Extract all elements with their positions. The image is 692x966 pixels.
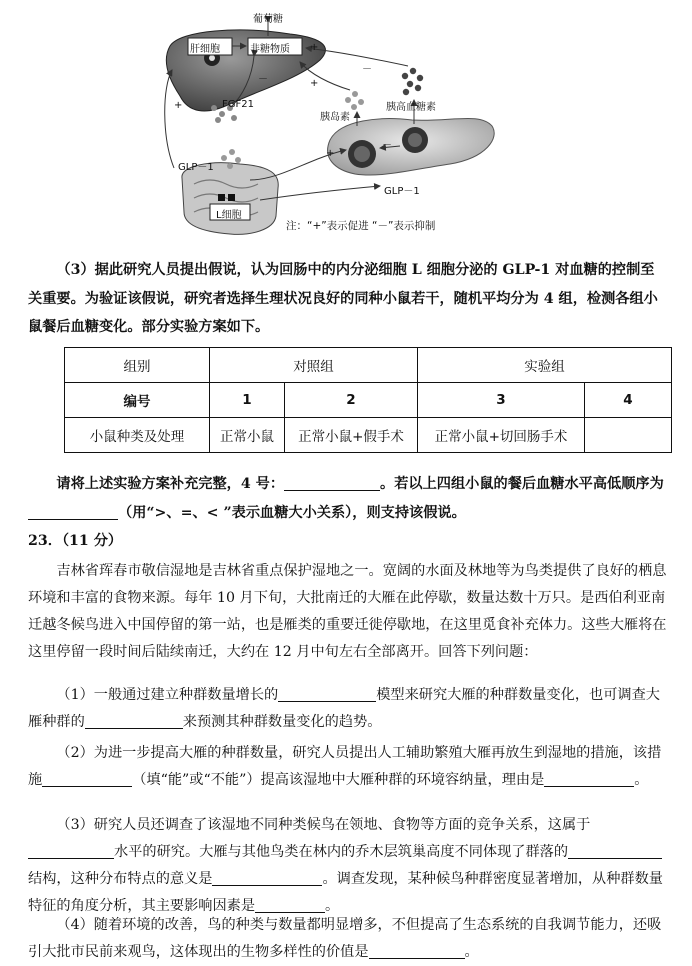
q23-p1-text: 模型来研究大雁的种群数量变化，也可调查大雁种群的 (28, 687, 660, 730)
label-glucagon: 胰高血糖素 (386, 102, 436, 113)
label-liver-cell: 肝细胞 (190, 44, 220, 55)
q23-p3-text: 结构，这种分布特点的意义是 (28, 871, 213, 887)
q23-p2-text: （2）为进一步提高大雁的种群数量，研究人员提出人工辅助繁殖大雁再放生到湿地的措施，该措施 (28, 745, 662, 788)
table-cell: 4 (585, 383, 672, 418)
q23-heading: 23．（11 分） (28, 533, 123, 549)
q23-p3-text: 。 (325, 898, 340, 914)
q23-p1-text: 来预测其种群数量变化的趋势。 (182, 714, 382, 730)
table-row (65, 348, 672, 383)
q23-part4 (28, 912, 668, 966)
diagram-note: 注：“+”表示促进 “－”表示抑制 (286, 220, 436, 232)
table-cell: 小鼠种类及处理 (65, 418, 210, 453)
q23-intro: 吉林省珲春市敬信湿地是吉林省重点保护湿地之一。宽阔的水面及林地等为鸟类提供了良好的栖息环境和丰富的食物来源。每年 10 月下旬，大批南迁的大雁在此停歇，数量达数十万只。是西伯利亚南迁越冬候鸟进入中国停留的第一站，也是雁类的重要迁徙停歇地，在这里觅食补充体力。这些大雁将在这里停留一段时间后陆续南迁，大约在 12 月中旬左右全部离开。回答下列问题： (28, 563, 667, 660)
answer-blank-reason[interactable] (544, 772, 634, 787)
table-cell: 实验组 (418, 348, 672, 383)
answer-blank-structure[interactable] (568, 844, 662, 859)
q23-p4-text: 。 (464, 944, 479, 960)
answer-blank-model[interactable] (278, 687, 376, 702)
q3-paragraph: （3）据此研究人员提出假说，认为回肠中的内分泌细胞 L 细胞分泌的 GLP-1 对血糖的控制至关重要。为验证该假说，研究者选择生理状况良好的同种小鼠若干，随机平均分为 4 组，检测各组小鼠餐后血糖变化。部分实验方案如下。 (28, 262, 658, 335)
answer-blank-factor[interactable] (255, 898, 325, 913)
minus-sign: － (258, 74, 268, 85)
label-glp1-right: GLP－1 (384, 186, 420, 197)
table-cell: 组别 (65, 348, 210, 383)
minus-sign: － (362, 64, 372, 75)
table-cell: 对照组 (210, 348, 418, 383)
table-cell: 3 (418, 383, 585, 418)
answer-blank-can[interactable] (42, 772, 132, 787)
q3-fill-paragraph (28, 470, 668, 528)
plus-sign: + (326, 148, 335, 159)
label-insulin: 胰岛素 (320, 112, 350, 123)
table-cell: 2 (285, 383, 418, 418)
q23-part1 (28, 682, 668, 736)
label-non-sugar: 非糖物质 (250, 44, 290, 55)
q23-part2 (28, 740, 668, 794)
q23-p2-text: （填“能”或“不能”）提高该湿地中大雁种群的环境容纳量，理由是 (132, 772, 545, 788)
plus-sign: + (310, 78, 319, 89)
table-row (65, 383, 672, 418)
experiment-table (64, 347, 672, 453)
q3-fill-text-b: 。若以上四组小鼠的餐后血糖水平高低顺序为 (380, 476, 664, 492)
q3-fill-text-c: （用“>、=、< ”表示血糖大小关系），则支持该假说。 (118, 505, 466, 521)
answer-blank-feature[interactable] (85, 714, 183, 729)
table-cell: 正常小鼠 (210, 418, 285, 453)
q23-p3-text: 水平的研究。大雁与其他鸟类在林内的乔木层筑巢高度不同体现了群落的 (114, 844, 569, 860)
label-glp1-left: GLP－1 (178, 162, 214, 173)
table-cell: 正常小鼠+假手术 (285, 418, 418, 453)
label-glucose: 葡萄糖 (253, 14, 283, 25)
q23-part3 (28, 812, 668, 920)
answer-blank-level[interactable] (28, 844, 114, 859)
q23-p2-text: 。 (634, 772, 649, 788)
label-l-cell: L细胞 (216, 210, 242, 221)
answer-blank-4[interactable] (284, 476, 380, 491)
q23-p3-text: （3）研究人员还调查了该湿地不同种类候鸟在领地、食物等方面的竞争关系，这属于 (56, 817, 591, 833)
table-cell: 编号 (65, 383, 210, 418)
q3-fill-text-a: 请将上述实验方案补充完整，4 号： (56, 476, 285, 492)
minus-sign: － (382, 140, 392, 151)
q23-p3-text: 。调查发现，某种候鸟种群密度显著增加，从种群数量特征的角度分析，其主要影响因素是 (28, 871, 663, 914)
table-row (65, 418, 672, 453)
table-cell: 1 (210, 383, 285, 418)
plus-sign: + (174, 100, 183, 111)
answer-blank-meaning[interactable] (212, 871, 322, 886)
q23-p4-text: （4）随着环境的改善，鸟的种类与数量都明显增多，不但提高了生态系统的自我调节能力，还吸引大批市民前来观鸟，这体现出的生物多样性的价值是 (28, 917, 662, 960)
hormone-diagram (150, 8, 530, 238)
label-fgf21: FGF21 (222, 99, 254, 110)
table-cell (585, 418, 672, 453)
answer-blank-order[interactable] (28, 505, 118, 520)
table-cell: 正常小鼠+切回肠手术 (418, 418, 585, 453)
q23-p1-text: （1）一般通过建立种群数量增长的 (56, 687, 279, 703)
plus-sign: + (310, 42, 319, 53)
answer-blank-value[interactable] (369, 944, 465, 959)
